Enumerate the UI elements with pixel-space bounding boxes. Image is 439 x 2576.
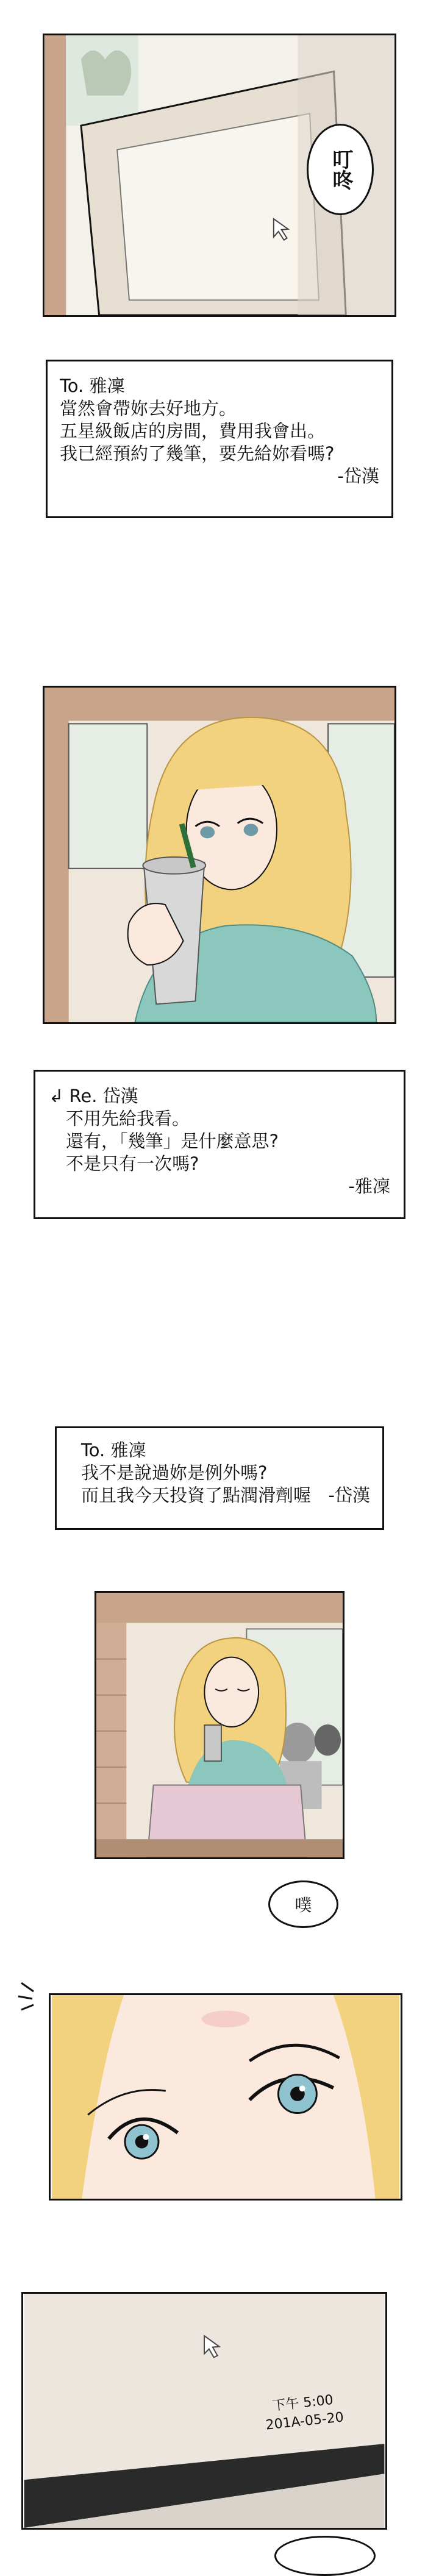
eyes-closeup-art — [51, 1995, 401, 2199]
panel-woman-drinking — [43, 686, 396, 1024]
panel-woman-at-laptop — [95, 1591, 344, 1859]
clock-time: 下午 5:00 — [271, 2392, 334, 2414]
woman-at-laptop-art — [96, 1593, 343, 1857]
panel-monitor-screen — [43, 34, 396, 317]
laugh-sfx-text: 噗 — [294, 1895, 312, 1915]
doorbell-sfx-text: 叮咚 — [329, 149, 353, 190]
message-header: To. 雅凜 — [81, 1440, 146, 1461]
woman-drinking-art — [45, 688, 394, 1022]
surprise-lines-icon — [15, 1978, 52, 2015]
message-header: To. 雅凜 — [60, 375, 125, 396]
message-signature: -雅凜 — [348, 1176, 390, 1197]
message-header: Re. 岱漢 — [69, 1086, 138, 1106]
message-box-to-yalin-2 — [55, 1426, 384, 1530]
message-line: 我已經預約了幾筆，要先給妳看嗎? — [60, 443, 335, 464]
message-line: 還有，「幾筆」是什麼意思? — [66, 1131, 279, 1151]
message-line: 當然會帶妳去好地方。 — [60, 398, 237, 419]
message-signature: -岱漢 — [337, 466, 379, 486]
message-box-reply-from-yalin — [34, 1070, 405, 1219]
clock-date: 201A-05-20 — [265, 2410, 344, 2433]
message-header-row — [49, 1085, 390, 1108]
message-signature: -岱漢 — [328, 1485, 370, 1506]
message-line: 五星級飯店的房間，費用我會出。 — [60, 421, 326, 441]
message-line: 不是只有一次嗎? — [66, 1153, 199, 1174]
message-box-to-yalin-1 — [46, 360, 393, 518]
partial-speech-bubble — [274, 2536, 376, 2576]
message-line: 而且我今天投資了點潤滑劑喔 — [81, 1485, 312, 1506]
doorbell-sfx-bubble — [307, 124, 374, 215]
panel-monitor-clock — [21, 2292, 387, 2530]
message-line: 不用先給我看。 — [66, 1108, 190, 1129]
laugh-sfx-bubble — [268, 1880, 338, 1928]
reply-arrow-icon: ↲ — [49, 1086, 64, 1106]
panel-eyes-closeup — [49, 1993, 402, 2201]
message-line: 我不是說過妳是例外嗎? — [81, 1462, 268, 1483]
